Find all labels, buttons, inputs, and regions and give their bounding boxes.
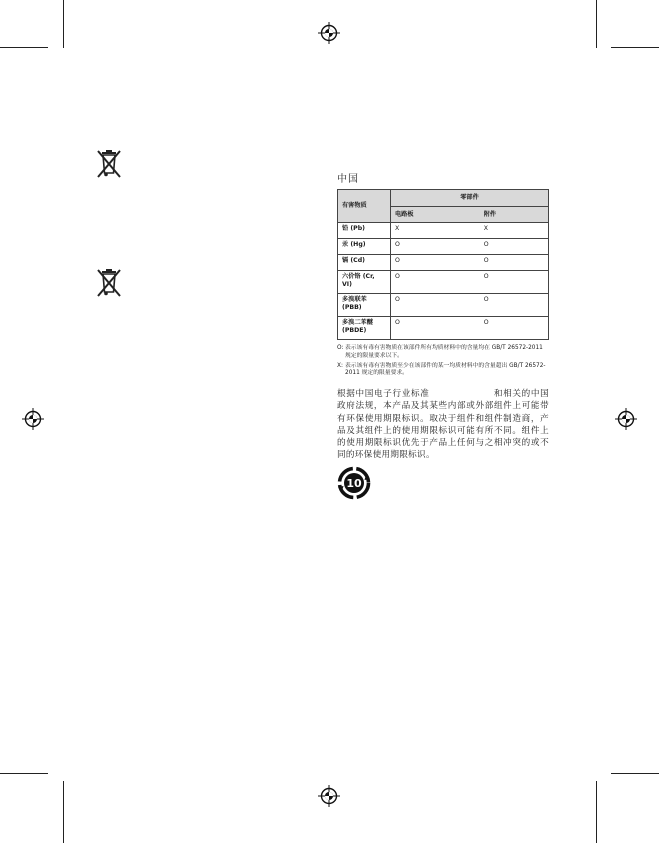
col-header-parts: 零部件 [391,190,549,207]
cell-value: O [391,255,480,271]
crop-mark [596,0,597,48]
china-rohs-section [337,170,549,461]
note-key: X: [337,362,343,369]
epup-number: 10 [346,477,362,490]
table-row [338,317,549,340]
hazardous-substances-table [337,189,549,340]
crop-mark [0,47,48,48]
note-key: O: [337,345,344,351]
substance-name: 多溴二苯醚 (PBDE) [338,317,391,340]
table-row [338,223,549,239]
crop-mark [63,781,64,843]
col-header-circuit-board: 电路板 [391,207,480,223]
cell-value: O [480,239,549,255]
col-header-substance: 有害物质 [338,190,391,223]
crop-mark [611,47,659,48]
cell-value: X [480,223,549,239]
substance-name: 六价铬 (Cr, VI) [338,271,391,294]
cell-value: O [480,255,549,271]
crop-mark [63,0,64,48]
paragraph-rest: 和相关的中国政府法规，本产品及其某些内部或外部组件上可能带有环保使用期限标识。取决于组件和组件制造商，产品及其组件上的使用期限标识可能有所不同。组件上的使用期限标识优先于产品上任何与之相冲突的或不同的环保使用期限标识。 [337,389,549,461]
cell-value: O [480,294,549,317]
table-row [338,271,549,294]
cell-value: O [480,271,549,294]
cell-value: O [480,317,549,340]
note-text: 表示该有毒有害物质在该部件所有均质材料中的含量均在 GB/T 26572-2011 规定的限量要求以下。 [345,345,543,359]
col-header-accessories: 附件 [480,207,549,223]
cell-value: X [391,223,480,239]
note-text: 表示该有毒有害物质至少在该部件的某一均质材料中的含量超出 GB/T 26572-2011 规定的限量要求。 [345,362,546,377]
registration-mark-icon [22,408,44,430]
crop-mark [596,781,597,843]
crossed-out-wheelie-bin-icon [94,148,124,180]
cell-value: O [391,317,480,340]
cell-value: O [391,239,480,255]
section-heading: 中国 [337,174,359,185]
registration-mark-icon [318,22,340,44]
crossed-out-wheelie-bin-icon [94,267,124,299]
crop-mark [0,773,48,774]
environment-friendly-use-period-icon [337,466,371,500]
substance-name: 汞 (Hg) [338,239,391,255]
cell-value: O [391,271,480,294]
registration-mark-icon [615,408,637,430]
epup-paragraph [337,388,549,461]
paragraph-start: 根据中国电子行业标准 [337,389,430,400]
table-row [338,239,549,255]
substance-name: 镉 (Cd) [338,255,391,271]
table-row [338,294,549,317]
registration-mark-icon [318,785,340,807]
cell-value: O [391,294,480,317]
table-notes [337,345,549,378]
note-item [337,345,549,361]
note-item [337,363,549,379]
table-row [338,255,549,271]
substance-name: 铅 (Pb) [338,223,391,239]
crop-mark [611,773,659,774]
substance-name: 多溴联苯 (PBB) [338,294,391,317]
